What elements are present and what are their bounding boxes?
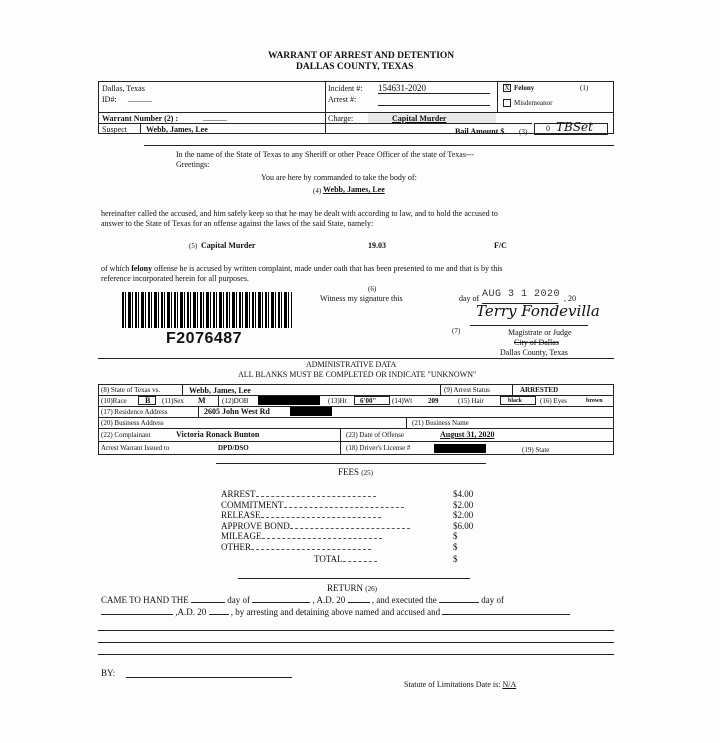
barcode	[122, 292, 292, 328]
barcode-number: F2076487	[166, 330, 243, 347]
fee-amount: $2.00	[453, 510, 474, 521]
fee-row	[221, 510, 481, 520]
hair-value: black	[508, 398, 523, 404]
offense-date-value: August 31, 2020	[440, 430, 495, 439]
arrest-status-value: ARRESTED	[520, 386, 559, 394]
complainant-value: Victoria Ronack Bunton	[176, 430, 260, 439]
witness-line: Witness my signature this	[320, 294, 403, 303]
residence-redacted	[290, 407, 332, 416]
misdemeanor-checkbox	[503, 99, 511, 107]
witness-code: (6)	[368, 285, 377, 293]
license-redacted	[434, 444, 486, 453]
id-blank: ______	[128, 94, 152, 103]
hair-label: (15) Hair	[458, 397, 484, 405]
charge-value: Capital Murder	[392, 114, 447, 123]
height-label: (13)Ht	[328, 397, 347, 405]
address-line: In the name of the State of Texas to any Sheriff or other Peace Officer of the state of Texas---	[176, 150, 474, 159]
fee-row	[221, 489, 481, 499]
document-title: WARRANT OF ARREST AND DETENTION	[268, 51, 455, 61]
paragraph-1-line-1: hereinafter called the accused, and him safely keep so that he may be dealt with according to law, and to hold the accused to	[101, 209, 498, 218]
fee-amount: $	[453, 531, 458, 542]
return-line-2: ,A.D. 20 , by arresting and detaining above named and accused and	[101, 607, 570, 617]
sex-label: (11)Sex	[162, 397, 184, 405]
fee-row	[221, 542, 481, 552]
city-struck: City of Dallas	[514, 338, 559, 347]
warrant-number-label: Warrant Number (2) :	[102, 114, 179, 123]
race-label: (10)Race	[101, 397, 127, 405]
state-19-label: (19) State	[522, 446, 550, 454]
fee-amount: $6.00	[453, 520, 474, 531]
fee-amount: $2.00	[453, 499, 474, 510]
bail-label: Bail Amount $	[455, 127, 505, 136]
weight-value: 209	[428, 397, 439, 405]
residence-value: 2605 John West Rd	[204, 407, 270, 416]
paragraph-2-line-1: of which felony offense he is accused by written complaint, made under oath that has been presented to me and that is by this	[101, 264, 503, 273]
magistrate-label: Magistrate or Judge	[508, 328, 572, 337]
race-value: B	[145, 396, 151, 405]
complainant-label: (22) Complainant	[101, 431, 151, 439]
by-label: BY:	[101, 668, 116, 678]
fee-row	[221, 521, 481, 531]
issued-to-value: DPD/DSO	[218, 444, 249, 452]
id-label: ID#:	[102, 95, 117, 104]
suspect-value: Webb, James, Lee	[146, 125, 208, 134]
fee-row	[221, 500, 481, 510]
offense-name: Capital Murder	[201, 241, 256, 250]
fee-label: ARREST	[221, 489, 256, 499]
arrest-label: Arrest #:	[328, 95, 357, 104]
location: Dallas, Texas	[102, 84, 145, 93]
incident-number: 154631-2020	[378, 83, 490, 94]
year-suffix: , 20	[564, 294, 576, 303]
weight-label: (14)Wt	[392, 397, 413, 405]
fee-amount: $4.00	[453, 489, 474, 499]
charge-label: Charge:	[328, 114, 354, 123]
return-line-1: CAME TO HAND THE day of , A.D. 20 , and executed the day of	[101, 595, 504, 605]
height-value: 6'00"	[360, 397, 377, 405]
eyes-label: (16) Eyes	[540, 397, 568, 405]
fee-label: MILEAGE	[221, 531, 262, 542]
accused-name: Webb, James, Lee	[323, 185, 385, 194]
business-address-label: (20) Business Address	[101, 419, 164, 427]
fee-label: COMMITMENT	[221, 499, 284, 510]
fee-label: APPROVE BOND	[221, 520, 290, 531]
eyes-value: brown	[586, 398, 603, 404]
limitations-label: Statute of Limitations Date is: N/A	[404, 680, 517, 689]
sex-value: M	[198, 396, 206, 405]
offense-statute: 19.03	[368, 241, 386, 250]
return-title: RETURN (26)	[327, 583, 377, 593]
fees-title: FEES (25)	[338, 467, 373, 477]
fee-total-amount: $	[453, 553, 458, 564]
date-stamp: AUG 3 1 2020	[482, 289, 561, 300]
fee-row	[221, 531, 481, 541]
command-line: You are here by commanded to take the body of:	[261, 173, 417, 182]
dob-redacted	[258, 396, 320, 405]
warrant-number-blank: ______	[203, 113, 227, 122]
suspect-label: Suspect	[102, 125, 127, 134]
bail-code: (3)	[519, 128, 528, 136]
fee-label: OTHER	[221, 542, 251, 552]
felony-checkbox: X	[504, 84, 510, 93]
offense-class: F/C	[494, 241, 507, 250]
document-subtitle: DALLAS COUNTY, TEXAS	[296, 62, 414, 72]
business-name-label: (21) Business Name	[412, 419, 469, 427]
incident-label: Incident #:	[328, 84, 363, 93]
felony-code: (1)	[580, 84, 589, 92]
greetings: Greetings:	[176, 160, 210, 169]
state-vs-value: Webb, James, Lee	[189, 386, 251, 395]
fee-label: RELEASE	[221, 510, 261, 521]
arrest-status-label: (9) Arrest Status	[444, 386, 490, 394]
bail-handwritten: TBSet	[556, 120, 593, 134]
county-label: Dallas County, Texas	[500, 348, 568, 357]
accused-code: (4)	[313, 187, 322, 195]
felony-option: X Felony	[504, 84, 535, 93]
offense-date-label: (23) Date of Offense	[346, 431, 404, 439]
issued-to-label: Arrest Warrant Issued to	[101, 444, 170, 452]
fee-amount: $	[453, 542, 458, 552]
day-of-label: day of	[459, 294, 480, 303]
admin-subtitle: ALL BLANKS MUST BE COMPLETED OR INDICATE "UNKNOWN"	[238, 370, 477, 379]
admin-title: ADMINISTRATIVE DATA	[306, 360, 397, 369]
license-label: (18) Driver's License #	[346, 444, 411, 452]
dob-label: (12)DOB	[222, 397, 249, 405]
signature-code: (7)	[452, 327, 461, 335]
fee-total-row	[314, 553, 458, 564]
misdemeanor-option: Misdemeanor	[503, 99, 553, 107]
residence-label: (17) Residence Address	[101, 408, 168, 416]
judge-signature: Terry Fondevilla	[476, 302, 600, 320]
paragraph-2-line-2: reference incorporated herein for all purposes.	[101, 274, 249, 283]
fee-total-label: TOTAL	[314, 553, 343, 564]
bail-value: 0	[546, 124, 550, 133]
state-vs-label: (8) State of Texas vs.	[101, 386, 161, 394]
offense-code: (5)	[189, 242, 198, 250]
paragraph-1-line-2: answer to the State of Texas for an offense against the laws of the said State, namely:	[101, 219, 374, 228]
